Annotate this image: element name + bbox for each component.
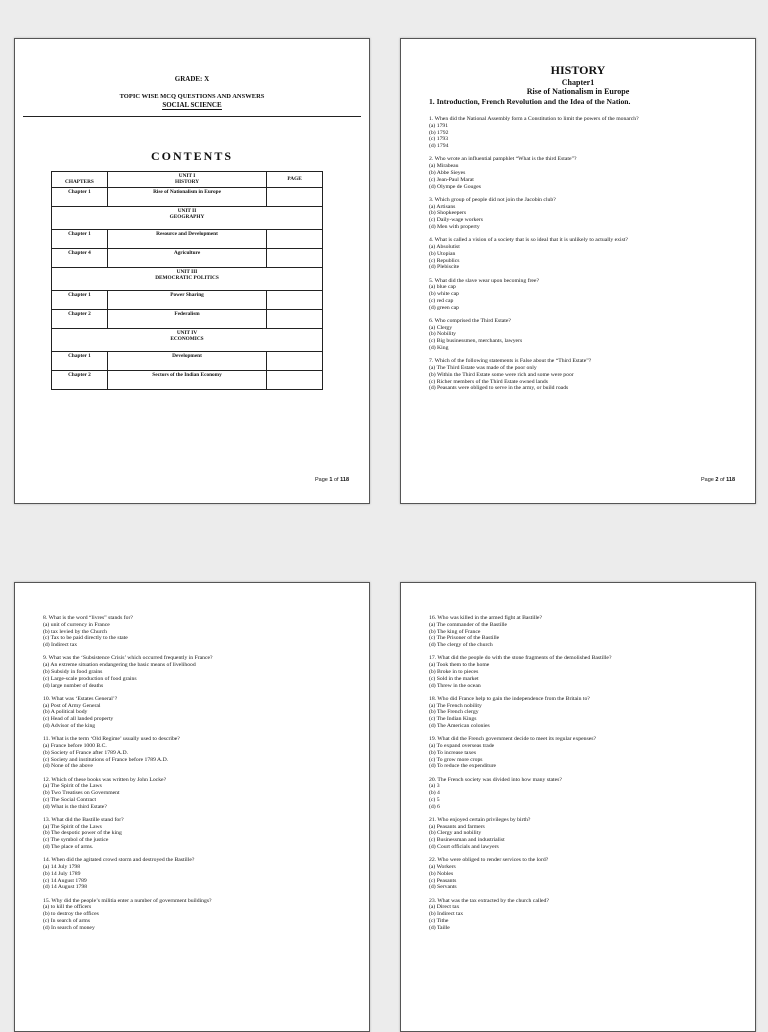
- answer-option: (a) 14 July 1798: [43, 864, 81, 871]
- page-cell: [267, 290, 323, 309]
- question-text: 1. When did the National Assembly form a Constitution to limit the powers of the monarch?: [429, 116, 639, 122]
- question-block: [429, 197, 747, 231]
- answer-option: (c) Sold in the market: [429, 675, 479, 682]
- answer-option: (c) Jean-Paul Marat: [429, 176, 474, 183]
- unit-name: GEOGRAPHY: [169, 214, 205, 221]
- answer-option: (b) Shopkeepers: [429, 210, 467, 217]
- answer-option: (d) Indirect tax: [43, 642, 78, 649]
- chapter-title-cell[interactable]: Agriculture: [107, 248, 266, 267]
- answer-option: (a) Artisans: [429, 203, 456, 210]
- chapter-title-cell[interactable]: Resource and Development: [107, 229, 266, 248]
- answer-option: (a) The Spirit of the Laws: [43, 823, 102, 830]
- answer-option: (b) 1792: [429, 129, 449, 136]
- question-block: [429, 156, 747, 190]
- unit-label: UNIT II: [177, 207, 197, 214]
- answer-option: (d) Plebiscite: [429, 264, 460, 271]
- answer-option: (a) France before 1000 B.C.: [43, 742, 107, 749]
- answer-option: (c) Head of all landed property: [43, 716, 114, 723]
- question-block: [43, 615, 361, 649]
- answer-option: (c) Daily-wage workers: [429, 217, 484, 224]
- answer-option: (c) The Social Contract: [43, 796, 97, 803]
- answer-option: (c) Peasants: [429, 877, 457, 884]
- question-text: 16. Who was killed in the armed fight at Bastille?: [429, 615, 542, 621]
- table-row: [52, 290, 323, 309]
- answer-option: (a) Clergy: [429, 324, 453, 331]
- page-cell: [267, 229, 323, 248]
- answer-option: (b) Within the Third Estate some were rich and some were poor: [429, 371, 574, 378]
- footer-page-number: 2: [715, 477, 719, 483]
- answer-option: (a) The Spirit of the Laws: [43, 783, 102, 790]
- answer-option: (a) Peasants and farmers: [429, 823, 485, 830]
- question-text: 13. What did the Bastille stand for?: [43, 816, 124, 823]
- answer-option: (c) red cap: [429, 297, 454, 304]
- answer-option: (b) 4: [429, 790, 440, 797]
- table-row: [52, 172, 323, 188]
- answer-option: (a) Workers: [429, 864, 456, 871]
- answer-option: (c) The symbol of the justice: [43, 837, 109, 844]
- question-text: 21. Who enjoyed certain privileges by birth?: [429, 816, 531, 823]
- answer-option: (c) The Prisoner of the Bastille: [429, 635, 500, 642]
- question-block: [429, 857, 747, 891]
- table-row: [52, 267, 323, 290]
- answer-option: (b) tax levied by the Church: [43, 628, 107, 635]
- answer-option: (a) blue cap: [429, 284, 456, 291]
- table-row: [52, 370, 323, 389]
- answer-option: (d) The clergy of the church: [429, 642, 493, 649]
- unit-label: UNIT I: [178, 173, 196, 179]
- answer-option: (b) white cap: [429, 291, 460, 298]
- table-row: [52, 328, 323, 351]
- chapter-subtitle: Rise of Nationalism in Europe: [526, 87, 630, 96]
- question-text: 3. Which group of people did not join the Jacobin club?: [429, 196, 556, 203]
- table-row: [52, 229, 323, 248]
- contents-table: [51, 171, 323, 390]
- answer-option: (c) Tax to be paid directly to the state: [43, 635, 128, 642]
- answer-option: (d) To reduce the expenditure: [429, 763, 497, 770]
- question-block: [429, 278, 747, 312]
- answer-option: (a) To expand overseas trade: [429, 742, 495, 749]
- footer-page-total: 118: [726, 477, 735, 483]
- question-list: [43, 615, 361, 938]
- question-list: [429, 615, 747, 938]
- question-text: 20. The French society was divided into how many states?: [429, 776, 562, 783]
- answer-option: (a) The French nobility: [429, 702, 482, 709]
- answer-option: (a) An extreme situation endangering the basic means of livelihood: [43, 662, 196, 669]
- answer-option: (c) 1793: [429, 136, 449, 143]
- answer-option: (b) Utopian: [429, 250, 456, 257]
- question-block: [43, 696, 361, 730]
- question-block: [43, 898, 361, 932]
- chapter-cell[interactable]: Chapter 2: [52, 370, 108, 389]
- answer-option: (b) Indirect tax: [429, 911, 464, 918]
- subject-text: SOCIAL SCIENCE: [162, 101, 222, 109]
- unit-label: UNIT III: [176, 268, 198, 275]
- answer-option: (d) large number of deaths: [43, 682, 104, 689]
- answer-option: (b) Subsidy in food grains: [43, 668, 103, 675]
- answer-option: (c) Society and institutions of France before 1789 A.D.: [43, 756, 169, 763]
- table-row: [52, 187, 323, 206]
- answer-option: (d) Advisor of the king: [43, 722, 96, 729]
- chapter-cell[interactable]: Chapter 2: [52, 309, 108, 328]
- question-block: [429, 318, 747, 352]
- answer-option: (a) The commander of the Bastille: [429, 621, 508, 628]
- answer-option: (c) Businessman and industrialist: [429, 837, 505, 844]
- unit-cell: [52, 328, 323, 351]
- page-footer: [315, 477, 349, 483]
- page-cell: [267, 370, 323, 389]
- document-page-2: [400, 38, 756, 504]
- answer-option: (b) Two Treatises on Government: [43, 790, 120, 797]
- unit-name: HISTORY: [174, 179, 200, 186]
- chapter-title-cell[interactable]: Sectors of the Indian Economy: [107, 370, 266, 389]
- question-block: [429, 237, 747, 271]
- page-footer: [701, 477, 735, 483]
- answer-option: (d) Court officials and lawyers: [429, 844, 499, 851]
- question-block: [429, 777, 747, 811]
- answer-option: (d) green cap: [429, 304, 459, 311]
- footer-page-number: 1: [329, 477, 333, 483]
- table-row: [52, 309, 323, 328]
- answer-option: (d) 6: [429, 803, 440, 810]
- question-block: [429, 817, 747, 851]
- page-title: HISTORY: [550, 63, 606, 77]
- answer-option: (a) unit of currency in France: [43, 621, 110, 628]
- answer-option: (c) Richer members of the Third Estate owned lands: [429, 378, 548, 385]
- divider: [23, 116, 361, 117]
- question-text: 2. Who wrote an influential pamphlet “What is the third Estate”?: [429, 156, 577, 163]
- footer-page-total: 118: [340, 477, 349, 483]
- footer-of-word: of: [334, 477, 339, 483]
- page-cell: [267, 309, 323, 328]
- topic-label: TOPIC WISE MCQ QUESTIONS AND ANSWERS: [119, 93, 265, 100]
- answer-option: (d) The place of arms.: [43, 844, 94, 851]
- answer-option: (a) Post of Army General: [43, 702, 101, 709]
- table-row: [52, 206, 323, 229]
- answer-option: (d) The American colonies: [429, 722, 490, 729]
- answer-option: (c) Republics: [429, 257, 460, 264]
- answer-option: (b) The French clergy: [429, 709, 479, 716]
- question-text: 8. What is the word “livres” stands for?: [43, 615, 133, 621]
- question-block: [429, 655, 747, 689]
- answer-option: (b) Nobles: [429, 870, 454, 877]
- answer-option: (a) to kill the officers: [43, 904, 92, 911]
- question-block: [43, 655, 361, 689]
- unit-cell: [52, 206, 323, 229]
- question-block: [43, 857, 361, 891]
- question-text: 4. What is called a vision of a society that is so ideal that it is unlikely to actually exist?: [429, 237, 628, 244]
- question-text: 18. Who did France help to gain the independence from the Britain to?: [429, 695, 590, 702]
- question-text: 22. Who were obliged to render services to the lord?: [429, 857, 549, 864]
- question-block: [429, 615, 747, 649]
- chapter-title-cell[interactable]: Rise of Nationalism in Europe: [107, 187, 266, 206]
- answer-option: (a) 3: [429, 783, 440, 790]
- contents-title: CONTENTS: [150, 149, 234, 163]
- document-page-4: [400, 582, 756, 1032]
- question-text: 15. Why did the people’s militia enter a number of government buildings?: [43, 897, 212, 904]
- question-block: [429, 116, 747, 150]
- question-block: [429, 898, 747, 932]
- page-header: PAGE: [267, 172, 323, 188]
- question-block: [43, 736, 361, 770]
- chapters-header: CHAPTERS: [52, 172, 108, 188]
- question-text: 6. Who comprised the Third Estate?: [429, 317, 511, 324]
- answer-option: (a) Took them to the home: [429, 662, 490, 669]
- unit-cell: [107, 172, 266, 188]
- answer-option: (d) Servants: [429, 884, 457, 891]
- question-block: [43, 817, 361, 851]
- answer-option: (b) Abbe Sieyes: [429, 169, 466, 176]
- unit-label: UNIT IV: [176, 329, 198, 336]
- question-list: [429, 116, 747, 399]
- answer-option: (b) To increase taxes: [429, 749, 477, 756]
- page-cell: [267, 351, 323, 370]
- answer-option: (b) to destroy the offices: [43, 911, 99, 918]
- table-row: [52, 351, 323, 370]
- page-cell: [267, 187, 323, 206]
- answer-option: (d) 14 August 1798: [43, 884, 88, 891]
- answer-option: (b) The king of France: [429, 628, 481, 635]
- answer-option: (c) To grow more crops: [429, 756, 483, 763]
- answer-option: (a) The Third Estate was made of the poor only: [429, 365, 537, 372]
- question-text: 14. When did the agitated crowd storm and destroyed the Bastille?: [43, 857, 195, 864]
- answer-option: (c) 5: [429, 796, 440, 803]
- answer-option: (b) A political body: [43, 709, 88, 716]
- footer-page-word: Page: [315, 477, 328, 483]
- answer-option: (d) Taille: [429, 924, 450, 931]
- chapter-cell[interactable]: Chapter 1: [52, 229, 108, 248]
- chapter-cell[interactable]: Chapter 1: [52, 187, 108, 206]
- question-block: [43, 777, 361, 811]
- question-block: [429, 696, 747, 730]
- question-text: 9. What was the ‘Subsistence Crisis’ which occurred frequently in France?: [43, 655, 213, 662]
- answer-option: (d) Threw in the ocean: [429, 682, 481, 689]
- answer-option: (c) 14 August 1789: [43, 877, 87, 884]
- answer-option: (c) Large-scale production of food grains: [43, 675, 137, 682]
- answer-option: (c) Tithe: [429, 918, 449, 925]
- unit-cell: [52, 267, 323, 290]
- question-block: [429, 358, 747, 392]
- answer-option: (b) Clergy and nobility: [429, 830, 482, 837]
- answer-option: (c) The Indian Kings: [429, 716, 477, 723]
- section-heading: 1. Introduction, French Revolution and the Idea of the Nation.: [429, 97, 631, 106]
- answer-option: (b) Broke in to pieces: [429, 668, 479, 675]
- answer-option: (d) Olympe de Gouges: [429, 183, 481, 190]
- answer-option: (a) Absolutist: [429, 243, 460, 250]
- question-block: [429, 736, 747, 770]
- subject-label: [15, 101, 369, 109]
- answer-option: (d) None of the above: [43, 763, 93, 770]
- chapter-label: Chapter1: [561, 78, 595, 87]
- grade-label: GRADE: X: [174, 75, 210, 83]
- footer-of-word: of: [720, 477, 725, 483]
- chapter-cell[interactable]: Chapter 4: [52, 248, 108, 267]
- chapter-title-cell[interactable]: Federalism: [107, 309, 266, 328]
- question-text: 10. What was ‘Estates General’?: [43, 695, 118, 702]
- question-text: 17. What did the people do with the stone fragments of the demolished Bastille?: [429, 655, 612, 662]
- answer-option: (d) King: [429, 345, 449, 352]
- question-text: 11. What is the term ‘Old Regime’ usually used to describe?: [43, 736, 180, 743]
- footer-page-word: Page: [701, 477, 714, 483]
- document-page-1: [14, 38, 370, 504]
- answer-option: (d) 1794: [429, 143, 449, 150]
- question-text: 7. Which of the following statements is False about the “Third Estate”?: [429, 358, 592, 365]
- document-page-3: [14, 582, 370, 1032]
- page-cell: [267, 248, 323, 267]
- chapter-title-cell[interactable]: Development: [107, 351, 266, 370]
- answer-option: (c) Big businessmen, merchants, lawyers: [429, 338, 523, 345]
- answer-option: (d) In search of money: [43, 924, 95, 931]
- answer-option: (b) Nobility: [429, 331, 457, 338]
- answer-option: (a) Direct tax: [429, 904, 460, 911]
- answer-option: (d) Men with property: [429, 223, 480, 230]
- answer-option: (b) 14 July 1789: [43, 870, 81, 877]
- chapter-title-cell[interactable]: Power Sharing: [107, 290, 266, 309]
- chapter-cell[interactable]: Chapter 1: [52, 290, 108, 309]
- unit-name: ECONOMICS: [170, 336, 204, 343]
- answer-option: (a) Mirabeau: [429, 163, 459, 170]
- chapter-cell[interactable]: Chapter 1: [52, 351, 108, 370]
- answer-option: (b) Society of France after 1789 A.D.: [43, 749, 128, 756]
- unit-name: DEMOCRATIC POLITICS: [155, 275, 219, 282]
- question-text: 5. What did the slave wear upon becoming free?: [429, 277, 539, 284]
- answer-option: (d) Peasants were obliged to serve in the army, or build roads: [429, 385, 569, 392]
- answer-option: (d) What is the third Estate?: [43, 803, 107, 810]
- question-text: 19. What did the French government decide to meet its regular expenses?: [429, 736, 596, 743]
- answer-option: (a) 1791: [429, 122, 449, 129]
- table-row: [52, 248, 323, 267]
- question-text: 23. What was the tax extracted by the church called?: [429, 897, 549, 904]
- answer-option: (c) In search of arms: [43, 918, 91, 925]
- question-text: 12. Which of these books was written by John Locke?: [43, 776, 167, 783]
- answer-option: (b) The despotic power of the king: [43, 830, 122, 837]
